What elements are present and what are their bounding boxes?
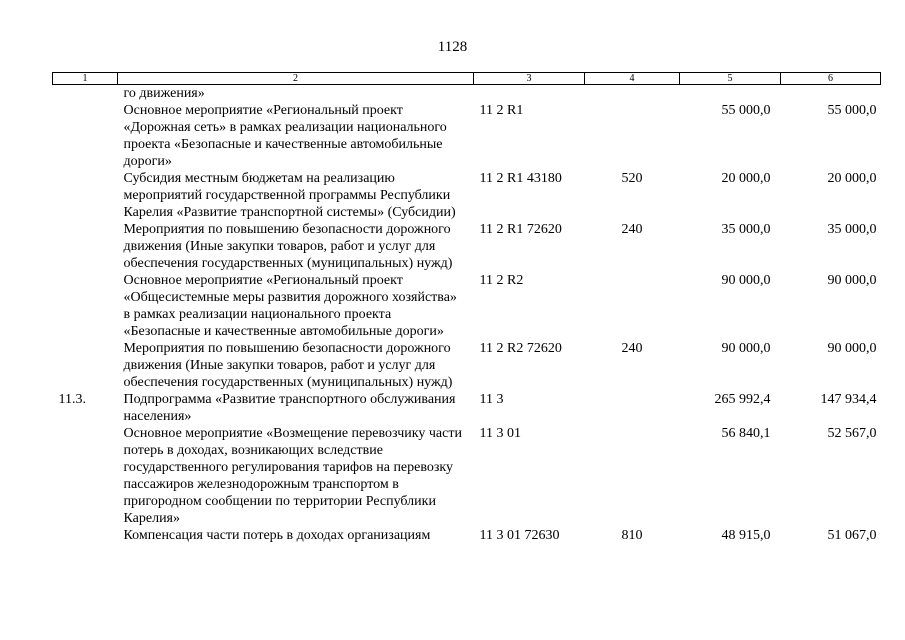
table-row — [53, 221, 881, 272]
row-number — [53, 102, 118, 170]
row-number — [53, 221, 118, 272]
row-amount-col6: 90 000,0 — [827, 273, 877, 288]
row-amount-col6: 52 567,0 — [827, 426, 877, 441]
table-row — [53, 425, 881, 527]
row-number — [53, 340, 118, 391]
row-amount-col5: 55 000,0 — [721, 103, 771, 118]
row-amount-col6: 147 934,4 — [820, 392, 877, 407]
table-header — [53, 73, 881, 85]
table-row — [53, 391, 881, 425]
row-expense-type: 240 — [621, 222, 643, 237]
row-code: 11 2 R1 — [479, 103, 524, 118]
header-col-3: 3 — [474, 73, 585, 85]
row-amount-col6 — [781, 85, 881, 103]
row-number — [53, 425, 118, 527]
row-expense-type: 810 — [621, 528, 643, 543]
row-code: 11 2 R2 — [479, 273, 524, 288]
header-row — [53, 73, 881, 85]
budget-table — [52, 72, 881, 544]
row-amount-col5: 90 000,0 — [721, 341, 771, 356]
row-amount-col5: 20 000,0 — [721, 171, 771, 186]
header-col-6: 6 — [781, 73, 881, 85]
table-row — [53, 272, 881, 340]
row-expense-type — [585, 85, 680, 103]
row-name: Мероприятия по повышению безопасности дорожного движения (Иные закупки товаров, работ и услуг для обеспечения государственных (муниципальных) нужд) — [123, 341, 453, 390]
row-amount-col5: 56 840,1 — [721, 426, 771, 441]
row-name: Мероприятия по повышению безопасности дорожного движения (Иные закупки товаров, работ и услуг для обеспечения государственных (муниципальных) нужд) — [123, 222, 453, 271]
row-name: Подпрограмма «Развитие транспортного обслуживания населения» — [123, 392, 456, 424]
row-expense-type: 520 — [621, 171, 643, 186]
row-code — [474, 85, 585, 103]
row-number — [53, 272, 118, 340]
row-amount-col5: 265 992,4 — [714, 392, 771, 407]
table-row — [53, 102, 881, 170]
row-amount-col5: 35 000,0 — [721, 222, 771, 237]
header-col-5: 5 — [680, 73, 781, 85]
row-amount-col5: 48 915,0 — [721, 528, 771, 543]
row-amount-col6: 35 000,0 — [827, 222, 877, 237]
header-col-2: 2 — [118, 73, 474, 85]
row-amount-col6: 20 000,0 — [827, 171, 877, 186]
row-code: 11 2 R2 72620 — [479, 341, 562, 356]
row-amount-col6: 90 000,0 — [827, 341, 877, 356]
row-code: 11 2 R1 72620 — [479, 222, 562, 237]
row-number — [53, 170, 118, 221]
row-name: Основное мероприятие «Возмещение перевозчику части потерь в доходах, возникающих вследствие государственного регулирования тарифов на перевозку пассажиров железнодорожным транспортом в пригородном сообщении по территории Республики Карелия» — [123, 426, 462, 526]
row-number — [53, 527, 118, 544]
row-code: 11 2 R1 43180 — [479, 171, 562, 186]
page-number: 1128 — [437, 39, 468, 55]
row-number — [53, 85, 118, 103]
row-name: Основное мероприятие «Региональный проект «Дорожная сеть» в рамках реализации национального проекта «Безопасные и качественные автомобильные дороги» — [123, 103, 447, 169]
row-expense-type — [585, 391, 680, 425]
table-body — [53, 85, 881, 545]
table-row — [53, 170, 881, 221]
row-name: го движения» — [123, 86, 205, 101]
row-name: Основное мероприятие «Региональный проект «Общесистемные меры развития дорожного хозяйства» в рамках реализации национального проекта «Безопасные и качественные автомобильные дороги» — [123, 273, 457, 339]
row-amount-col5 — [680, 85, 781, 103]
header-col-4: 4 — [585, 73, 680, 85]
table-row — [53, 527, 881, 544]
table-row — [53, 85, 881, 103]
row-amount-col6: 55 000,0 — [827, 103, 877, 118]
table-row — [53, 340, 881, 391]
row-name: Субсидия местным бюджетам на реализацию мероприятий государственной программы Республики Карелия «Развитие транспортной системы» (Субсидии) — [123, 171, 456, 220]
row-expense-type — [585, 272, 680, 340]
row-name: Компенсация части потерь в доходах организациям — [123, 528, 431, 543]
row-number: 11.3. — [58, 392, 86, 407]
header-col-1: 1 — [53, 73, 118, 85]
row-expense-type — [585, 102, 680, 170]
row-amount-col6: 51 067,0 — [827, 528, 877, 543]
row-expense-type: 240 — [621, 341, 643, 356]
row-code: 11 3 01 72630 — [479, 528, 560, 543]
row-amount-col5: 90 000,0 — [721, 273, 771, 288]
row-code: 11 3 01 — [479, 426, 521, 441]
row-expense-type — [585, 425, 680, 527]
row-code: 11 3 — [479, 392, 504, 407]
